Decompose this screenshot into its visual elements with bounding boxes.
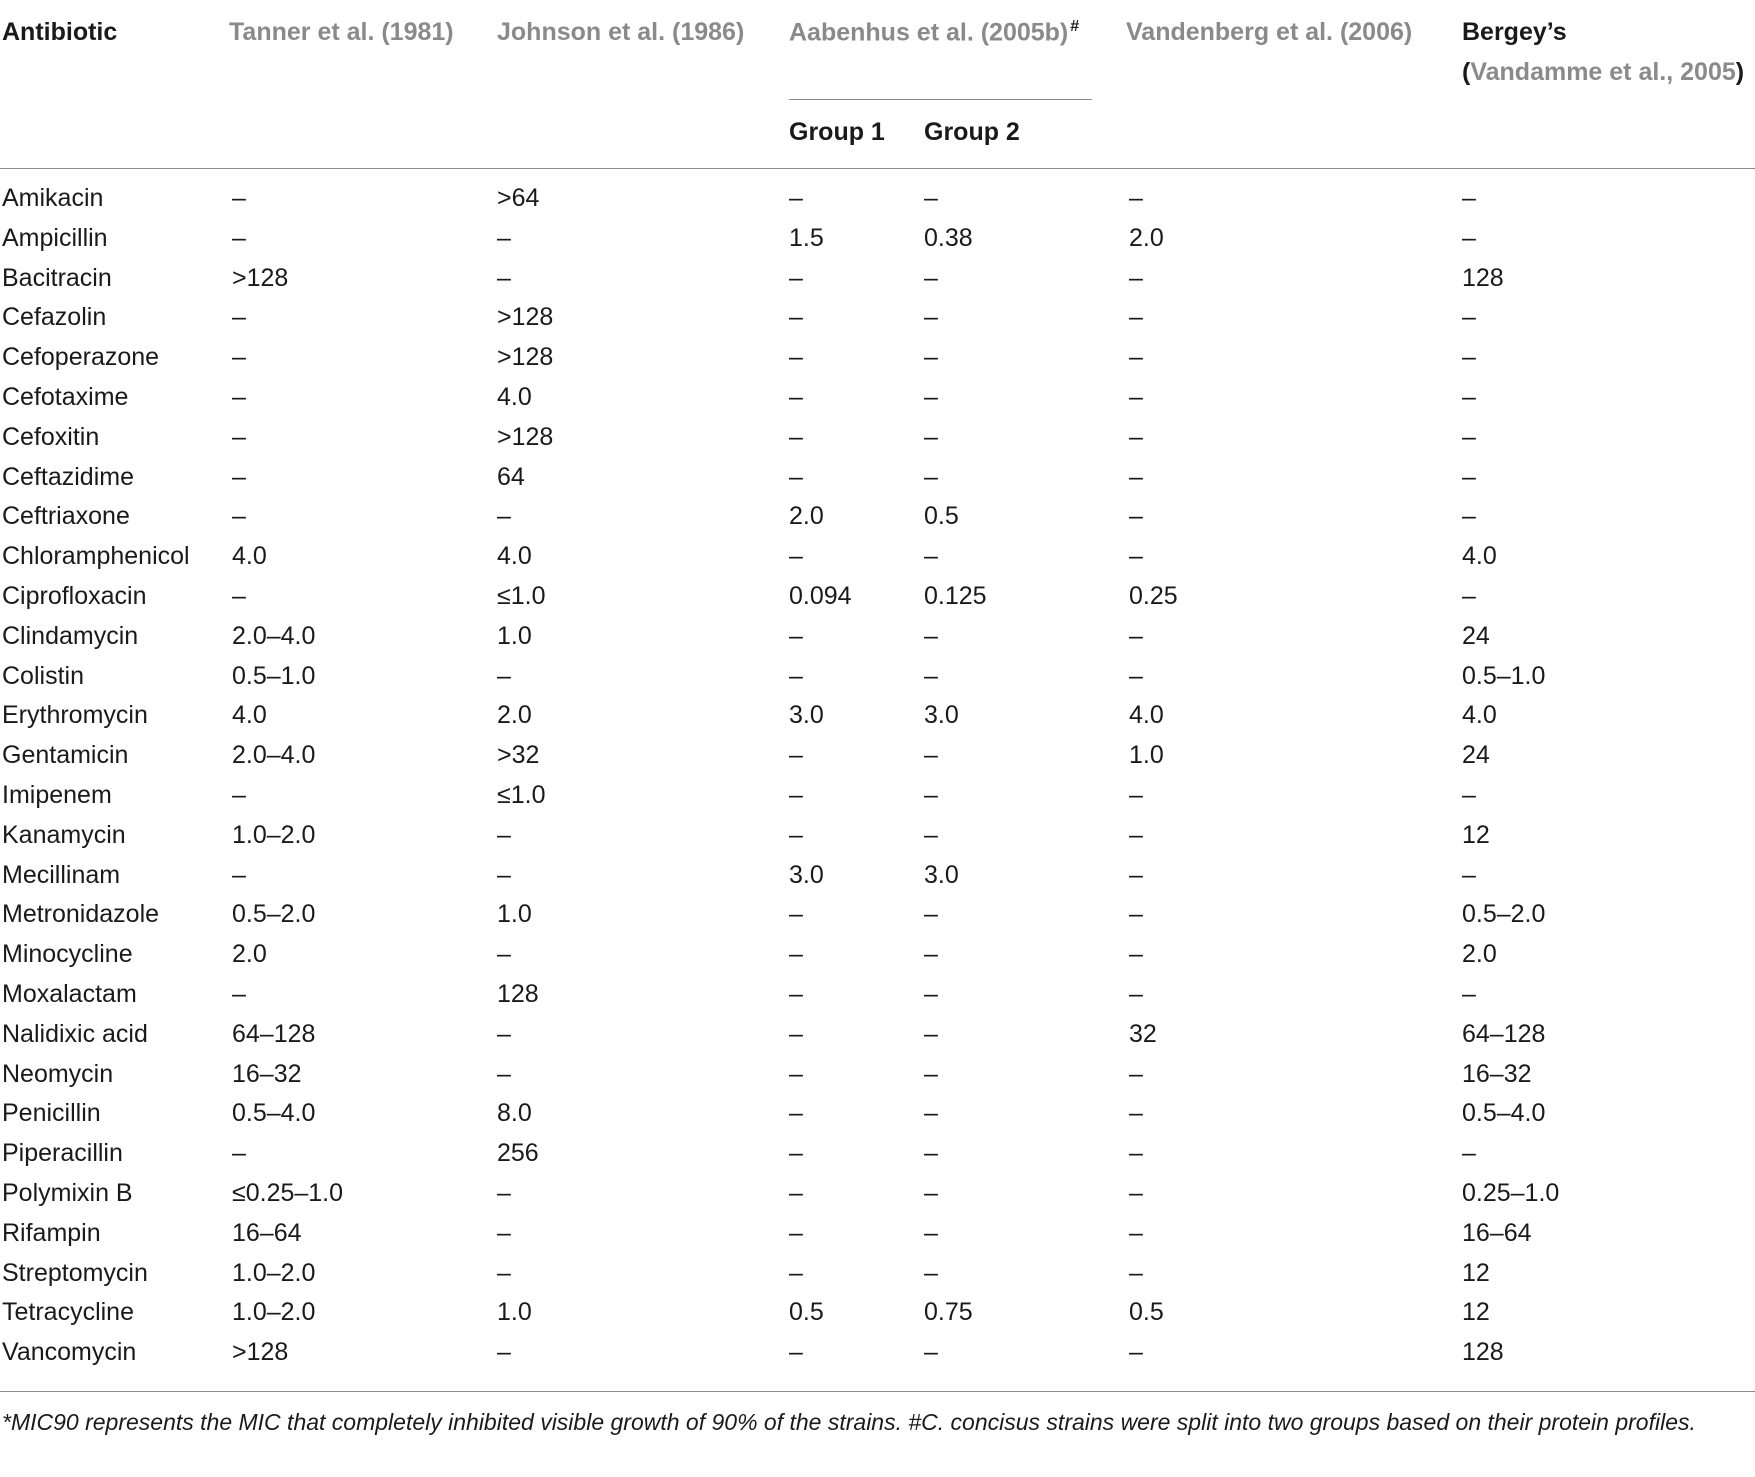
table-row <box>0 184 1755 224</box>
table-row <box>0 741 1755 781</box>
cell-aabenhus-group1: – <box>789 1338 803 1367</box>
cell-aabenhus-group1: – <box>789 1258 803 1287</box>
cell-bergeys: 4.0 <box>1462 542 1497 571</box>
cell-tanner: 2.0–4.0 <box>232 621 316 650</box>
cell-johnson: – <box>497 223 511 252</box>
cell-antibiotic: Bacitracin <box>2 263 112 292</box>
cell-bergeys: 0.5–4.0 <box>1462 1099 1546 1128</box>
cell-bergeys: – <box>1462 502 1476 531</box>
cell-tanner: 64–128 <box>232 1019 316 1048</box>
cell-aabenhus-group1: 2.0 <box>789 502 824 531</box>
cell-antibiotic: Imipenem <box>2 781 112 809</box>
cell-aabenhus-group1: – <box>789 1218 803 1247</box>
cell-aabenhus-group1: – <box>789 820 803 849</box>
cell-antibiotic: Moxalactam <box>2 980 137 1008</box>
cell-tanner: 16–64 <box>232 1218 302 1247</box>
cell-antibiotic: Minocycline <box>2 940 133 969</box>
table-row <box>0 582 1755 622</box>
cell-aabenhus-group2: – <box>924 303 938 332</box>
table-row <box>0 940 1755 980</box>
table-footnote: *MIC90 represents the MIC that completely inhibited visible growth of 90% of the strains. #C. concisus strains were split into two groups based on their protein profiles. <box>2 1409 1696 1435</box>
table-row <box>0 224 1755 264</box>
cell-vandenberg: – <box>1129 343 1143 372</box>
cell-aabenhus-group2: 0.5 <box>924 502 959 531</box>
table-row <box>0 1298 1755 1338</box>
cell-vandenberg: – <box>1129 900 1143 929</box>
cell-bergeys: 0.5–2.0 <box>1462 900 1546 929</box>
cell-vandenberg: – <box>1129 781 1143 809</box>
cell-aabenhus-group1: – <box>789 263 803 292</box>
cell-johnson: ≤1.0 <box>497 582 546 610</box>
cell-aabenhus-group1: – <box>789 422 803 451</box>
cell-antibiotic: Ceftazidime <box>2 462 134 491</box>
cell-vandenberg: – <box>1129 462 1143 491</box>
cell-vandenberg: – <box>1129 1099 1143 1128</box>
cell-bergeys: – <box>1462 383 1476 411</box>
cell-bergeys: 12 <box>1462 1258 1490 1287</box>
cell-aabenhus-group1: – <box>789 900 803 929</box>
cell-antibiotic: Cefazolin <box>2 303 107 332</box>
cell-tanner: >128 <box>232 1338 289 1367</box>
cell-johnson: – <box>497 1019 511 1048</box>
cell-tanner: – <box>232 980 246 1008</box>
table-row <box>0 303 1755 343</box>
cell-aabenhus-group2: – <box>924 422 938 451</box>
cell-bergeys: – <box>1462 1139 1476 1168</box>
cell-aabenhus-group1: – <box>789 462 803 491</box>
cell-aabenhus-group1: – <box>789 1139 803 1168</box>
cell-bergeys: 16–32 <box>1462 1059 1532 1088</box>
cell-johnson: >32 <box>497 741 540 770</box>
cell-johnson: 1.0 <box>497 621 532 650</box>
cell-tanner: >128 <box>232 263 289 292</box>
header-bergeys-close: ) <box>1735 58 1745 86</box>
cell-johnson: – <box>497 820 511 849</box>
cell-aabenhus-group1: – <box>789 343 803 372</box>
cell-aabenhus-group1: – <box>789 980 803 1008</box>
header-group2: Group 2 <box>924 118 1020 146</box>
cell-tanner: 1.0–2.0 <box>232 1258 316 1287</box>
cell-tanner: 1.0–2.0 <box>232 1298 316 1327</box>
cell-vandenberg: – <box>1129 820 1143 849</box>
cell-aabenhus-group1: – <box>789 1099 803 1128</box>
cell-bergeys: – <box>1462 184 1476 212</box>
cell-antibiotic: Chloramphenicol <box>2 542 190 571</box>
cell-vandenberg: – <box>1129 184 1143 212</box>
cell-aabenhus-group1: – <box>789 1019 803 1048</box>
cell-bergeys: 24 <box>1462 741 1490 770</box>
cell-tanner: – <box>232 422 246 451</box>
cell-antibiotic: Clindamycin <box>2 621 139 650</box>
cell-antibiotic: Ceftriaxone <box>2 502 130 531</box>
cell-aabenhus-group2: 0.75 <box>924 1298 973 1327</box>
cell-aabenhus-group1: – <box>789 184 803 212</box>
cell-vandenberg: 4.0 <box>1129 701 1164 730</box>
cell-antibiotic: Neomycin <box>2 1059 114 1088</box>
cell-aabenhus-group1: – <box>789 741 803 770</box>
table-row <box>0 861 1755 901</box>
table-row <box>0 1179 1755 1219</box>
cell-vandenberg: – <box>1129 383 1143 411</box>
cell-johnson: – <box>497 860 511 889</box>
table-row <box>0 1259 1755 1299</box>
cell-vandenberg: – <box>1129 661 1143 690</box>
cell-aabenhus-group2: – <box>924 940 938 969</box>
cell-johnson: – <box>497 940 511 969</box>
cell-aabenhus-group2: 3.0 <box>924 860 959 889</box>
cell-bergeys: 0.25–1.0 <box>1462 1179 1560 1207</box>
cell-tanner: 4.0 <box>232 542 267 571</box>
cell-aabenhus-group2: – <box>924 980 938 1008</box>
cell-aabenhus-group1: 3.0 <box>789 860 824 889</box>
cell-antibiotic: Polymixin B <box>2 1179 133 1207</box>
cell-tanner: – <box>232 383 246 411</box>
cell-vandenberg: – <box>1129 303 1143 332</box>
cell-bergeys: 128 <box>1462 263 1504 292</box>
table-row <box>0 821 1755 861</box>
cell-bergeys: – <box>1462 781 1476 809</box>
cell-aabenhus-group2: – <box>924 661 938 690</box>
aabenhus-subrule <box>789 99 1092 100</box>
cell-johnson: – <box>497 1059 511 1088</box>
cell-aabenhus-group2: – <box>924 781 938 809</box>
table-row <box>0 980 1755 1020</box>
cell-bergeys: 128 <box>1462 1338 1504 1367</box>
cell-johnson: 8.0 <box>497 1099 532 1128</box>
header-aabenhus <box>789 18 1079 47</box>
table-row <box>0 463 1755 503</box>
cell-aabenhus-group2: – <box>924 462 938 491</box>
cell-johnson: >64 <box>497 184 540 212</box>
cell-johnson: ≤1.0 <box>497 781 546 809</box>
cell-tanner: 16–32 <box>232 1059 302 1088</box>
cell-tanner: – <box>232 582 246 610</box>
cell-aabenhus-group1: – <box>789 781 803 809</box>
cell-antibiotic: Amikacin <box>2 184 104 212</box>
cell-johnson: >128 <box>497 303 554 332</box>
cell-aabenhus-group1: – <box>789 383 803 411</box>
cell-aabenhus-group2: – <box>924 1218 938 1247</box>
header-antibiotic: Antibiotic <box>2 18 118 46</box>
cell-aabenhus-group1: 3.0 <box>789 701 824 730</box>
cell-johnson: 64 <box>497 462 525 491</box>
cell-tanner: – <box>232 343 246 372</box>
cell-vandenberg: – <box>1129 1218 1143 1247</box>
cell-aabenhus-group1: 0.094 <box>789 582 852 610</box>
cell-bergeys: – <box>1462 343 1476 372</box>
cell-aabenhus-group1: – <box>789 621 803 650</box>
table-row <box>0 662 1755 702</box>
header-johnson: Johnson et al. (1986) <box>497 18 745 46</box>
cell-antibiotic: Cefoxitin <box>2 422 100 451</box>
cell-antibiotic: Cefoperazone <box>2 343 160 372</box>
cell-aabenhus-group2: – <box>924 542 938 571</box>
cell-vandenberg: – <box>1129 1179 1143 1207</box>
cell-antibiotic: Rifampin <box>2 1218 101 1247</box>
table-row <box>0 781 1755 821</box>
table-row <box>0 383 1755 423</box>
cell-johnson: – <box>497 1258 511 1287</box>
cell-vandenberg: – <box>1129 542 1143 571</box>
bottom-rule <box>0 1391 1755 1392</box>
cell-tanner: 1.0–2.0 <box>232 820 316 849</box>
table-row <box>0 701 1755 741</box>
cell-tanner: 0.5–4.0 <box>232 1099 316 1128</box>
cell-aabenhus-group2: – <box>924 263 938 292</box>
cell-bergeys: – <box>1462 860 1476 889</box>
cell-antibiotic: Tetracycline <box>2 1298 134 1327</box>
header-bergeys-ref: Vandamme et al., 2005 <box>1470 58 1736 86</box>
cell-antibiotic: Colistin <box>2 661 84 690</box>
cell-antibiotic: Penicillin <box>2 1099 101 1128</box>
cell-vandenberg: – <box>1129 940 1143 969</box>
cell-antibiotic: Streptomycin <box>2 1258 148 1287</box>
header-tanner: Tanner et al. (1981) <box>229 18 454 46</box>
cell-johnson: – <box>497 1179 511 1207</box>
cell-aabenhus-group2: 0.125 <box>924 582 987 610</box>
table-row <box>0 343 1755 383</box>
header-vandenberg: Vandenberg et al. (2006) <box>1126 18 1413 46</box>
header-bergeys: Bergey’s <box>1462 18 1567 46</box>
cell-aabenhus-group1: 0.5 <box>789 1298 824 1327</box>
header-aabenhus-text: Aabenhus et al. (2005b) <box>789 18 1069 47</box>
cell-johnson: 128 <box>497 980 539 1008</box>
cell-johnson: – <box>497 502 511 531</box>
cell-aabenhus-group2: – <box>924 1139 938 1168</box>
cell-tanner: 0.5–2.0 <box>232 900 316 929</box>
cell-vandenberg: 32 <box>1129 1019 1157 1048</box>
cell-johnson: 2.0 <box>497 701 532 730</box>
cell-bergeys: 12 <box>1462 1298 1490 1327</box>
header-group1: Group 1 <box>789 118 885 146</box>
table-row <box>0 1020 1755 1060</box>
cell-vandenberg: – <box>1129 980 1143 1008</box>
cell-vandenberg: – <box>1129 621 1143 650</box>
cell-johnson: – <box>497 661 511 690</box>
cell-bergeys: – <box>1462 303 1476 332</box>
table-row <box>0 423 1755 463</box>
cell-johnson: 1.0 <box>497 900 532 929</box>
cell-aabenhus-group2: – <box>924 621 938 650</box>
cell-tanner: ≤0.25–1.0 <box>232 1179 344 1207</box>
cell-tanner: – <box>232 781 246 809</box>
cell-aabenhus-group2: 0.38 <box>924 223 973 252</box>
table-row <box>0 1099 1755 1139</box>
cell-aabenhus-group1: – <box>789 1179 803 1207</box>
cell-aabenhus-group2: – <box>924 1099 938 1128</box>
cell-aabenhus-group2: 3.0 <box>924 701 959 730</box>
cell-aabenhus-group1: – <box>789 542 803 571</box>
cell-johnson: >128 <box>497 343 554 372</box>
cell-bergeys: 16–64 <box>1462 1218 1532 1247</box>
table-row <box>0 502 1755 542</box>
cell-vandenberg: – <box>1129 1338 1143 1367</box>
table-row <box>0 1219 1755 1259</box>
cell-bergeys: – <box>1462 462 1476 491</box>
cell-aabenhus-group1: – <box>789 1059 803 1088</box>
cell-tanner: 2.0 <box>232 940 267 969</box>
table-row <box>0 1139 1755 1179</box>
cell-johnson: – <box>497 1338 511 1367</box>
cell-bergeys: 64–128 <box>1462 1019 1546 1048</box>
cell-johnson: – <box>497 1218 511 1247</box>
table-row <box>0 264 1755 304</box>
cell-bergeys: – <box>1462 422 1476 451</box>
cell-tanner: 2.0–4.0 <box>232 741 316 770</box>
cell-tanner: – <box>232 860 246 889</box>
cell-bergeys: 12 <box>1462 820 1490 849</box>
cell-aabenhus-group2: – <box>924 1338 938 1367</box>
cell-aabenhus-group1: – <box>789 661 803 690</box>
cell-johnson: 4.0 <box>497 383 532 411</box>
cell-vandenberg: – <box>1129 263 1143 292</box>
cell-johnson: 256 <box>497 1139 539 1168</box>
header-bergeys-reference <box>1462 58 1744 87</box>
cell-aabenhus-group2: – <box>924 1059 938 1088</box>
cell-tanner: – <box>232 223 246 252</box>
cell-antibiotic: Erythromycin <box>2 701 148 730</box>
cell-vandenberg: – <box>1129 1139 1143 1168</box>
cell-antibiotic: Piperacillin <box>2 1139 123 1168</box>
cell-aabenhus-group2: – <box>924 343 938 372</box>
cell-bergeys: – <box>1462 980 1476 1008</box>
cell-antibiotic: Gentamicin <box>2 741 129 770</box>
table-row <box>0 622 1755 662</box>
cell-antibiotic: Ciprofloxacin <box>2 582 147 610</box>
cell-vandenberg: 1.0 <box>1129 741 1164 770</box>
cell-antibiotic: Ampicillin <box>2 223 108 252</box>
cell-tanner: – <box>232 303 246 332</box>
header-bergeys-open: ( <box>1462 58 1471 86</box>
cell-vandenberg: 0.25 <box>1129 582 1178 610</box>
header-aabenhus-mark: # <box>1070 18 1080 35</box>
cell-johnson: – <box>497 263 511 292</box>
cell-bergeys: – <box>1462 223 1476 252</box>
cell-vandenberg: – <box>1129 860 1143 889</box>
cell-bergeys: 0.5–1.0 <box>1462 661 1546 690</box>
cell-bergeys: 24 <box>1462 621 1490 650</box>
cell-aabenhus-group2: – <box>924 741 938 770</box>
cell-aabenhus-group1: – <box>789 303 803 332</box>
cell-aabenhus-group2: – <box>924 1179 938 1207</box>
table-row <box>0 1060 1755 1100</box>
cell-johnson: 1.0 <box>497 1298 532 1327</box>
cell-johnson: 4.0 <box>497 542 532 571</box>
cell-aabenhus-group2: – <box>924 900 938 929</box>
cell-antibiotic: Metronidazole <box>2 900 160 929</box>
cell-vandenberg: 2.0 <box>1129 223 1164 252</box>
cell-antibiotic: Kanamycin <box>2 820 126 849</box>
cell-tanner: – <box>232 184 246 212</box>
cell-tanner: – <box>232 502 246 531</box>
cell-vandenberg: – <box>1129 1059 1143 1088</box>
cell-aabenhus-group2: – <box>924 184 938 212</box>
cell-bergeys: 4.0 <box>1462 701 1497 730</box>
cell-vandenberg: – <box>1129 1258 1143 1287</box>
cell-aabenhus-group1: 1.5 <box>789 223 824 252</box>
header-rule <box>0 168 1755 169</box>
cell-aabenhus-group2: – <box>924 1019 938 1048</box>
cell-vandenberg: 0.5 <box>1129 1298 1164 1327</box>
cell-aabenhus-group2: – <box>924 383 938 411</box>
cell-bergeys: – <box>1462 582 1476 610</box>
cell-aabenhus-group2: – <box>924 1258 938 1287</box>
cell-antibiotic: Mecillinam <box>2 860 121 889</box>
cell-tanner: – <box>232 462 246 491</box>
cell-antibiotic: Nalidixic acid <box>2 1019 148 1048</box>
table-row <box>0 542 1755 582</box>
table-row <box>0 1338 1755 1378</box>
cell-vandenberg: – <box>1129 422 1143 451</box>
cell-vandenberg: – <box>1129 502 1143 531</box>
cell-tanner: – <box>232 1139 246 1168</box>
cell-aabenhus-group1: – <box>789 940 803 969</box>
cell-aabenhus-group2: – <box>924 820 938 849</box>
cell-tanner: 4.0 <box>232 701 267 730</box>
cell-bergeys: 2.0 <box>1462 940 1497 969</box>
table-row <box>0 900 1755 940</box>
cell-antibiotic: Vancomycin <box>2 1338 137 1367</box>
cell-tanner: 0.5–1.0 <box>232 661 316 690</box>
cell-johnson: >128 <box>497 422 554 451</box>
cell-antibiotic: Cefotaxime <box>2 383 129 411</box>
